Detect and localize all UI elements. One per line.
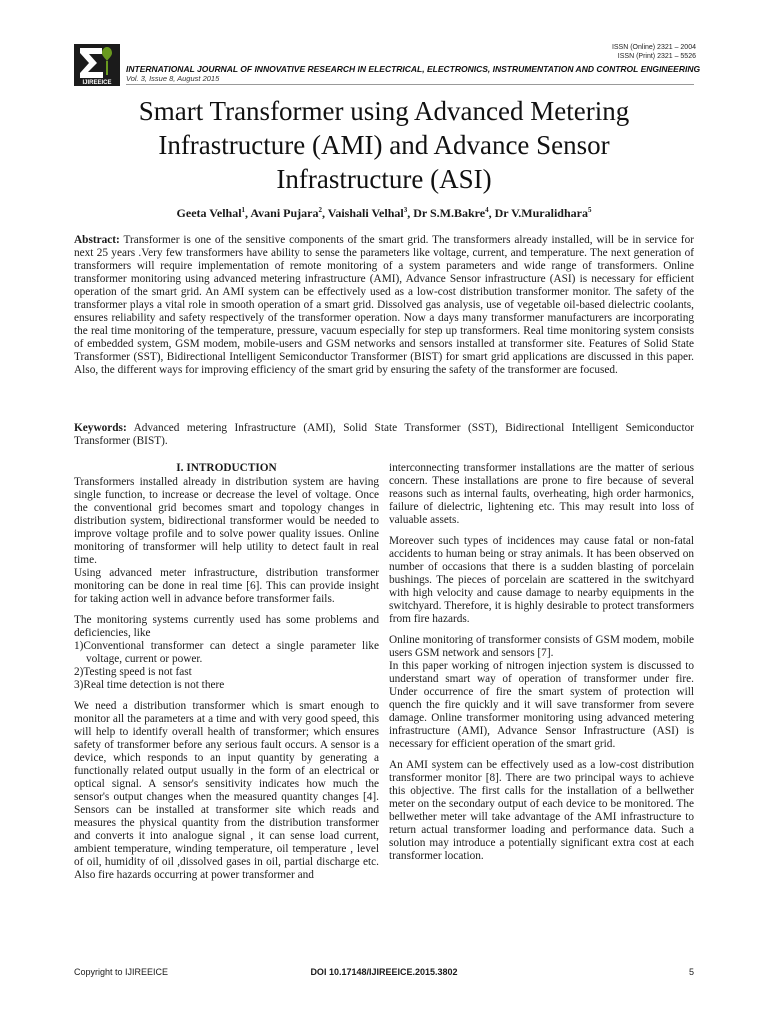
author-affiliation: 2	[318, 206, 322, 214]
paragraph: Online monitoring of transformer consists of GSM modem, mobile users GSM network and sensors [7].	[389, 634, 694, 659]
paragraph: Moreover such types of incidences may cause fatal or non-fatal accidents to human being or stray animals. It has been observed on number of occasions that there is a sudden blasting of porcelain bushings. The pieces of porcelain are scattered in the switchyard with high velocity and cause damage to nearby equipments in the switchyard. Therefore, it is highly desirable to protect transformers from fire hazards.	[389, 535, 694, 625]
author-name: Geeta Velhal	[176, 206, 242, 220]
title-line: Smart Transformer using Advanced Metering	[138, 96, 630, 126]
paragraph: Using advanced meter infrastructure, distribution transformer monitoring can be done in real time [6]. This can provide insight for taking action well in advance before transformer fails.	[74, 567, 379, 605]
section-heading: I. INTRODUCTION	[176, 462, 277, 474]
page-number: 5	[688, 967, 694, 977]
journal-name: INTERNATIONAL JOURNAL OF INNOVATIVE RESEARCH IN ELECTRICAL, ELECTRONICS, INSTRUMENTATION AND CONTROL ENGINEERING	[126, 64, 701, 74]
author-name: Vaishali Velhal	[327, 206, 404, 220]
journal-logo	[74, 44, 120, 86]
keywords	[74, 422, 694, 448]
title-line: Infrastructure (AMI) and Advance Sensor	[158, 130, 610, 160]
author-affiliation: 4	[485, 206, 489, 214]
author-list: Geeta Velhal$^1$, Avani Pujara$^2$, Vaishali Velhal$^3$, Dr S.M.Bakre$^4$, Dr V.Muralidhara$^5$	[176, 206, 592, 220]
author-affiliation: 1	[241, 206, 246, 214]
list-item: 2)Testing speed is not fast	[74, 666, 192, 678]
keywords-label: Keywords:	[74, 422, 127, 434]
paragraph: Transformers installed already in distribution system are having single function, to increase or decrease the level of voltage. Once the conventional grid becomes smart and topology changes in distribution system, bidirectional transformer would be needed to improve voltage profile and to solve power quality issues. Online monitoring of transformer will help utility to detect fault in real time.	[74, 476, 379, 566]
author-affiliation: 3	[403, 206, 408, 214]
abstract-label: Abstract:	[74, 234, 120, 246]
author-name: Avani Pujara	[250, 206, 319, 220]
list-item: 3)Real time detection is not there	[74, 679, 225, 691]
footer-copyright: Copyright to IJIREEICE	[74, 967, 169, 977]
title-line: Infrastructure (ASI)	[276, 164, 492, 194]
page-footer	[74, 967, 694, 981]
journal-volume: Vol. 3, Issue 8, August 2015	[126, 74, 220, 83]
header-divider	[126, 84, 694, 85]
keywords-text: Advanced metering Infrastructure (AMI), Solid State Transformer (SST), Bidirectional Intelligent Semiconductor Transformer (BIST).	[74, 422, 694, 447]
right-column	[389, 462, 694, 871]
issn-online: ISSN (Online) 2321 – 2004	[611, 44, 696, 51]
author-name: Dr S.M.Bakre	[413, 206, 486, 220]
paragraph: The monitoring systems currently used has some problems and deficiencies, like	[74, 614, 379, 639]
author-affiliation: 5	[587, 206, 592, 214]
paragraph: An AMI system can be effectively used as a low-cost distribution transformer monitor [8]. There are two principal ways to achieve this objective. The first calls for the installation of a bellwether meter on the secondary output of each device to be monitored. The bellwether meter will take advantage of the AMI infrastructure to return actual transformer loading and performance data. Such a solution may introduce a potentially significant extra cost at each transformer location.	[389, 759, 694, 862]
abstract	[74, 234, 694, 377]
left-column	[74, 462, 379, 890]
footer-doi: DOI 10.17148/IJIREEICE.2015.3802	[310, 967, 458, 977]
paper-title	[72, 94, 696, 196]
issn-print: ISSN (Print) 2321 – 5526	[617, 53, 696, 60]
paragraph: In this paper working of nitrogen injection system is discussed to understand smart way of operation of transformer under fire. Under occurrence of fire the smart system of protection will quench the fire quickly and it will save transformer from severe damage. Online transformer monitoring using advanced metering infrastructure (AMI), Advance Sensor Infrastructure (ASI) is necessary for efficient operation of the smart grid.	[389, 660, 694, 750]
abstract-text: Transformer is one of the sensitive components of the smart grid. The transformers already installed, will be in service for next 25 years .Very few transformers have ability to sense the parameters like voltage, current, and temperature. The next generation of transformers will require implementation of remote monitoring of a system parameters and wide range of transformers. Online transformer monitoring using advanced metering infrastructure (AMI), Advance Sensor infrastructure (ASI) is necessary for efficient operation of the smart grid. An AMI system can be effectively used as a low-cost distribution transformer monitor. The safety of the transformer plays a vital role in smooth operation of a smart grid. Dissolved gas analysis, use of vegetable oil-based dielectric coolants, ensures reliability and safety respectively of the transformer operation. Now a days many transformer manufacturers are incorporating the real time monitoring of the temperature, pressure, vacuum especially for step up transformers. Real time monitoring system consists of embedded system, GSM modem, mobile-users and GSM networks and sensors installed at transformer site. Features of Solid State Transformer (SST), Bidirectional Intelligent Semiconductor Transformer (BIST) for smart grid applications are discussed in this paper. Also, the different ways for improving efficiency of the smart grid by ensuring the safety of the transformer are focused.	[74, 234, 694, 376]
list-item: 1)Conventional transformer can detect a single parameter like voltage, current or power.	[74, 640, 379, 665]
logo-text: IJIREEICE	[82, 80, 112, 86]
author-name: Dr V.Muralidhara	[494, 206, 588, 220]
issn-block	[612, 43, 696, 61]
paragraph: We need a distribution transformer which is smart enough to monitor all the parameters at a time and with very good speed, this will help to identify overall health of transformer; which ensures safety of transformer before any serious fault occurs. A sensor is a device, which responds to an input quantity by generating a functionally related output usually in the form of an electrical or optical signal. A sensor's sensitivity indicates how much the sensor's output changes when the measured quantity changes [4]. Sensors can be installed at transformer site which reads and measures the physical quantity from the distribution transformer and converts it into analogue signal , it can sense load current, ambient temperature, winding temperature, oil temperature , level of oil, humidity of oil ,dissolved gases in oil, partial discharge etc. Also fire hazards occurring at power transformer and	[74, 700, 379, 881]
paragraph: interconnecting transformer installations are the matter of serious concern. These installations are prone to fire because of several reasons such as internal faults, overheating, high order harmonics, failure of dielectric, lightening etc. This may result into loss of valuable assets.	[389, 462, 694, 526]
